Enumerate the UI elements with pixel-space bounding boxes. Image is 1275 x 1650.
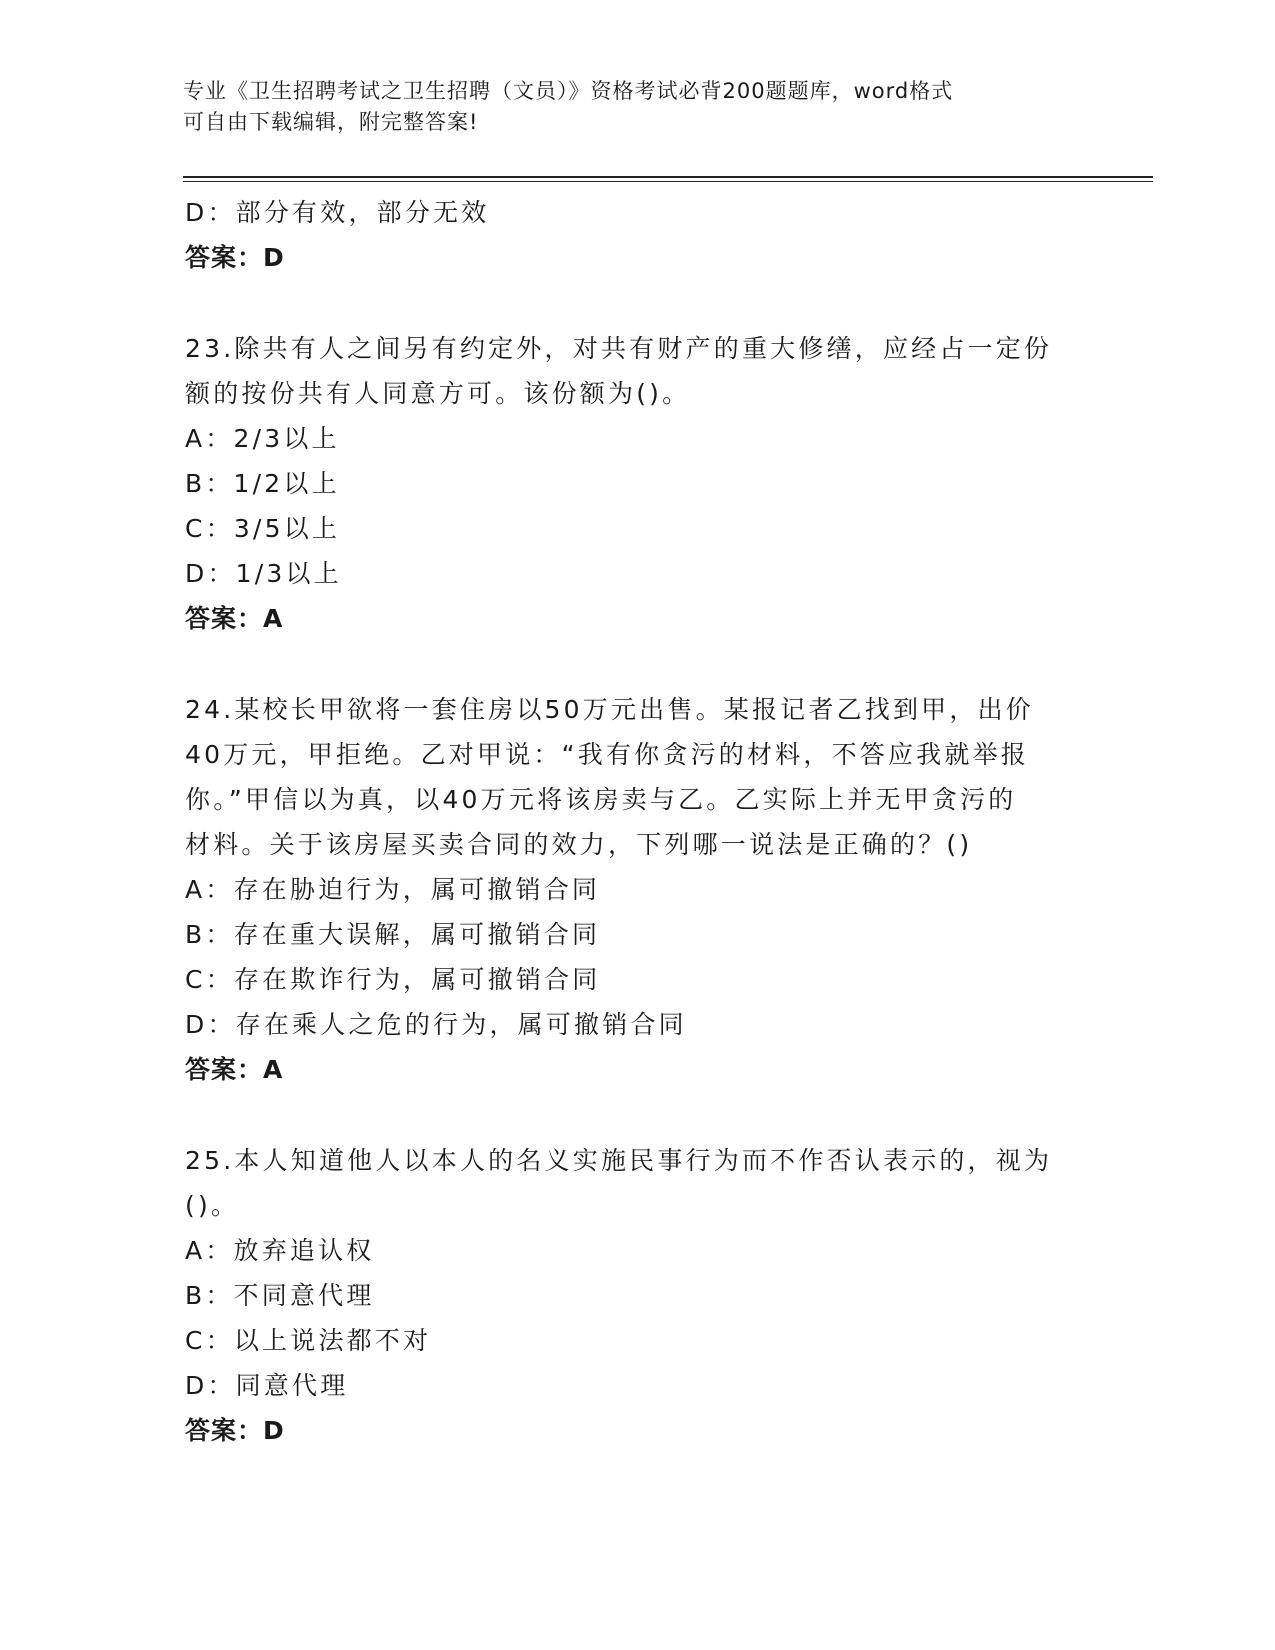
spacer: [185, 641, 1085, 687]
option-d: D：存在乘人之危的行为，属可撤销合同: [185, 1010, 687, 1039]
question-list: [185, 190, 1085, 1453]
option-d: D：1/3以上: [185, 559, 342, 588]
spacer: [185, 1092, 1085, 1138]
option-b: B：不同意代理: [185, 1281, 375, 1310]
option-c: C：存在欺诈行为，属可撤销合同: [185, 965, 601, 994]
option-a: A：放弃追认权: [185, 1236, 375, 1265]
header-title-line-2: 可自由下载编辑，附完整答案!: [183, 110, 479, 134]
option-d: D：同意代理: [185, 1371, 349, 1400]
answer-line: 答案：D: [185, 1416, 285, 1445]
option-c: C：以上说法都不对: [185, 1326, 432, 1355]
question-text-line: 你。”甲信以为真，以40万元将该房卖与乙。乙实际上并无甲贪污的: [185, 785, 1017, 814]
question-text-line: 额的按份共有人同意方可。该份额为()。: [185, 379, 691, 408]
option-a: A：2/3以上: [185, 424, 340, 453]
option-b: B：1/2以上: [185, 469, 340, 498]
previous-question-tail: [185, 190, 1085, 280]
header-divider-thick: [183, 176, 1153, 178]
question-text-line: 24.某校长甲欲将一套住房以50万元出售。某报记者乙找到甲，出价: [185, 695, 1034, 724]
header-divider-thin: [183, 181, 1153, 182]
answer-line: 答案：D: [185, 243, 285, 272]
question-text-line: 25.本人知道他人以本人的名义实施民事行为而不作否认表示的，视为: [185, 1146, 1053, 1175]
question-25: [185, 1138, 1085, 1453]
question-24: [185, 687, 1085, 1092]
question-text-line: ()。: [185, 1191, 240, 1220]
option-b: B：存在重大误解，属可撤销合同: [185, 920, 601, 949]
option-c: C：3/5以上: [185, 514, 341, 543]
option-d: D：部分有效，部分无效: [185, 198, 490, 227]
header-title-line-1: 专业《卫生招聘考试之卫生招聘（文员）》资格考试必背200题题库，word格式: [183, 79, 954, 103]
answer-line: 答案：A: [185, 604, 284, 633]
page-header: [183, 76, 1063, 138]
question-23: [185, 326, 1085, 641]
option-a: A：存在胁迫行为，属可撤销合同: [185, 875, 601, 904]
question-text-line: 材料。关于该房屋买卖合同的效力，下列哪一说法是正确的？(): [185, 830, 973, 859]
question-text-line: 23.除共有人之间另有约定外，对共有财产的重大修缮，应经占一定份: [185, 334, 1053, 363]
spacer: [185, 280, 1085, 326]
question-text-line: 40万元，甲拒绝。乙对甲说：“我有你贪污的材料，不答应我就举报: [185, 740, 1029, 769]
answer-line: 答案：A: [185, 1055, 284, 1084]
